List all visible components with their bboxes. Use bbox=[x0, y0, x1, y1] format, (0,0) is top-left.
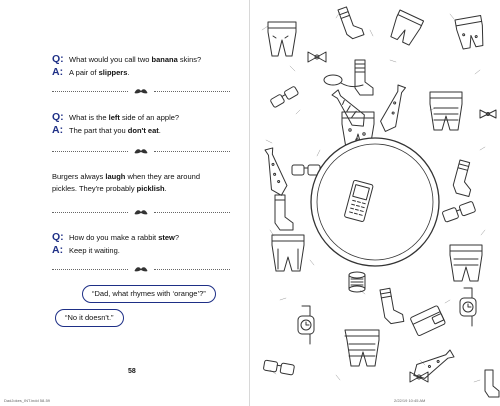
question-tag: Q: bbox=[52, 111, 64, 123]
sunglasses-icon bbox=[270, 86, 299, 108]
bow-tie-icon bbox=[480, 110, 496, 118]
mustache-icon bbox=[134, 266, 148, 274]
sunglasses-icon bbox=[263, 360, 294, 375]
bow-tie-icon bbox=[410, 372, 428, 382]
socks-icon bbox=[380, 287, 404, 325]
mustache-icon bbox=[134, 88, 148, 96]
socks-icon bbox=[485, 370, 499, 397]
answer-tag: A: bbox=[52, 124, 64, 136]
dad-speech-bubble: “Dad, what rhymes with ‘orange’?” bbox=[82, 285, 216, 303]
question-text: How do you make a rabbit stew? bbox=[69, 233, 180, 242]
necktie-icon bbox=[329, 87, 370, 131]
answer-tag: A: bbox=[52, 66, 64, 78]
necktie-icon bbox=[378, 84, 409, 135]
pickle-joke: Burgers always laugh when they are around pickles. They're probably picklish. bbox=[52, 172, 200, 193]
accessories-pattern-illustration bbox=[250, 0, 500, 406]
answer-tag: A: bbox=[52, 244, 64, 256]
wristwatch-icon bbox=[460, 288, 476, 326]
socks-icon bbox=[338, 5, 364, 41]
right-page bbox=[250, 0, 500, 406]
print-slug-date: 2/22/19 10:45 AM bbox=[394, 398, 426, 403]
underwear-icon bbox=[455, 15, 486, 49]
sunglasses-icon bbox=[442, 201, 476, 222]
mustache-icon bbox=[134, 148, 148, 156]
pipe-icon bbox=[324, 75, 363, 87]
necktie-icon bbox=[261, 147, 289, 198]
bow-tie-icon bbox=[308, 52, 326, 62]
socks-icon bbox=[451, 160, 477, 197]
mustache-divider bbox=[52, 88, 230, 96]
socks-icon bbox=[275, 195, 293, 230]
mustache-icon bbox=[134, 209, 148, 217]
underwear-icon bbox=[388, 10, 423, 46]
underwear-icon bbox=[430, 92, 462, 130]
underwear-icon bbox=[345, 330, 379, 366]
question-text: What would you call two banana skins? bbox=[69, 55, 202, 64]
answer-text: The part that you don't eat. bbox=[69, 126, 161, 135]
thread-spool-icon bbox=[349, 272, 365, 292]
underwear-icon bbox=[272, 235, 304, 271]
question-tag: Q: bbox=[52, 53, 64, 65]
joke-2 bbox=[52, 111, 237, 137]
socks-icon bbox=[355, 60, 373, 95]
sunglasses-icon bbox=[292, 165, 320, 175]
answer-text: Keep it waiting. bbox=[69, 246, 120, 255]
question-tag: Q: bbox=[52, 231, 64, 243]
mustache-divider bbox=[52, 148, 230, 156]
page-number: 58 bbox=[128, 368, 136, 375]
mustache-divider bbox=[52, 266, 230, 274]
reply-speech-bubble: “No it doesn't.” bbox=[55, 309, 124, 327]
wristwatch-icon bbox=[298, 306, 314, 344]
wallet-icon bbox=[410, 305, 446, 336]
center-medallion bbox=[311, 138, 439, 266]
joke-1 bbox=[52, 53, 237, 79]
mustache-divider bbox=[52, 209, 230, 217]
answer-text: A pair of slippers. bbox=[69, 68, 130, 77]
print-slug: DadJokes_INT.indd 58-59 bbox=[4, 398, 51, 403]
underwear-icon bbox=[450, 245, 482, 281]
underwear-icon bbox=[268, 22, 296, 56]
question-text: What is the left side of an apple? bbox=[69, 113, 180, 122]
joke-3 bbox=[52, 231, 237, 257]
